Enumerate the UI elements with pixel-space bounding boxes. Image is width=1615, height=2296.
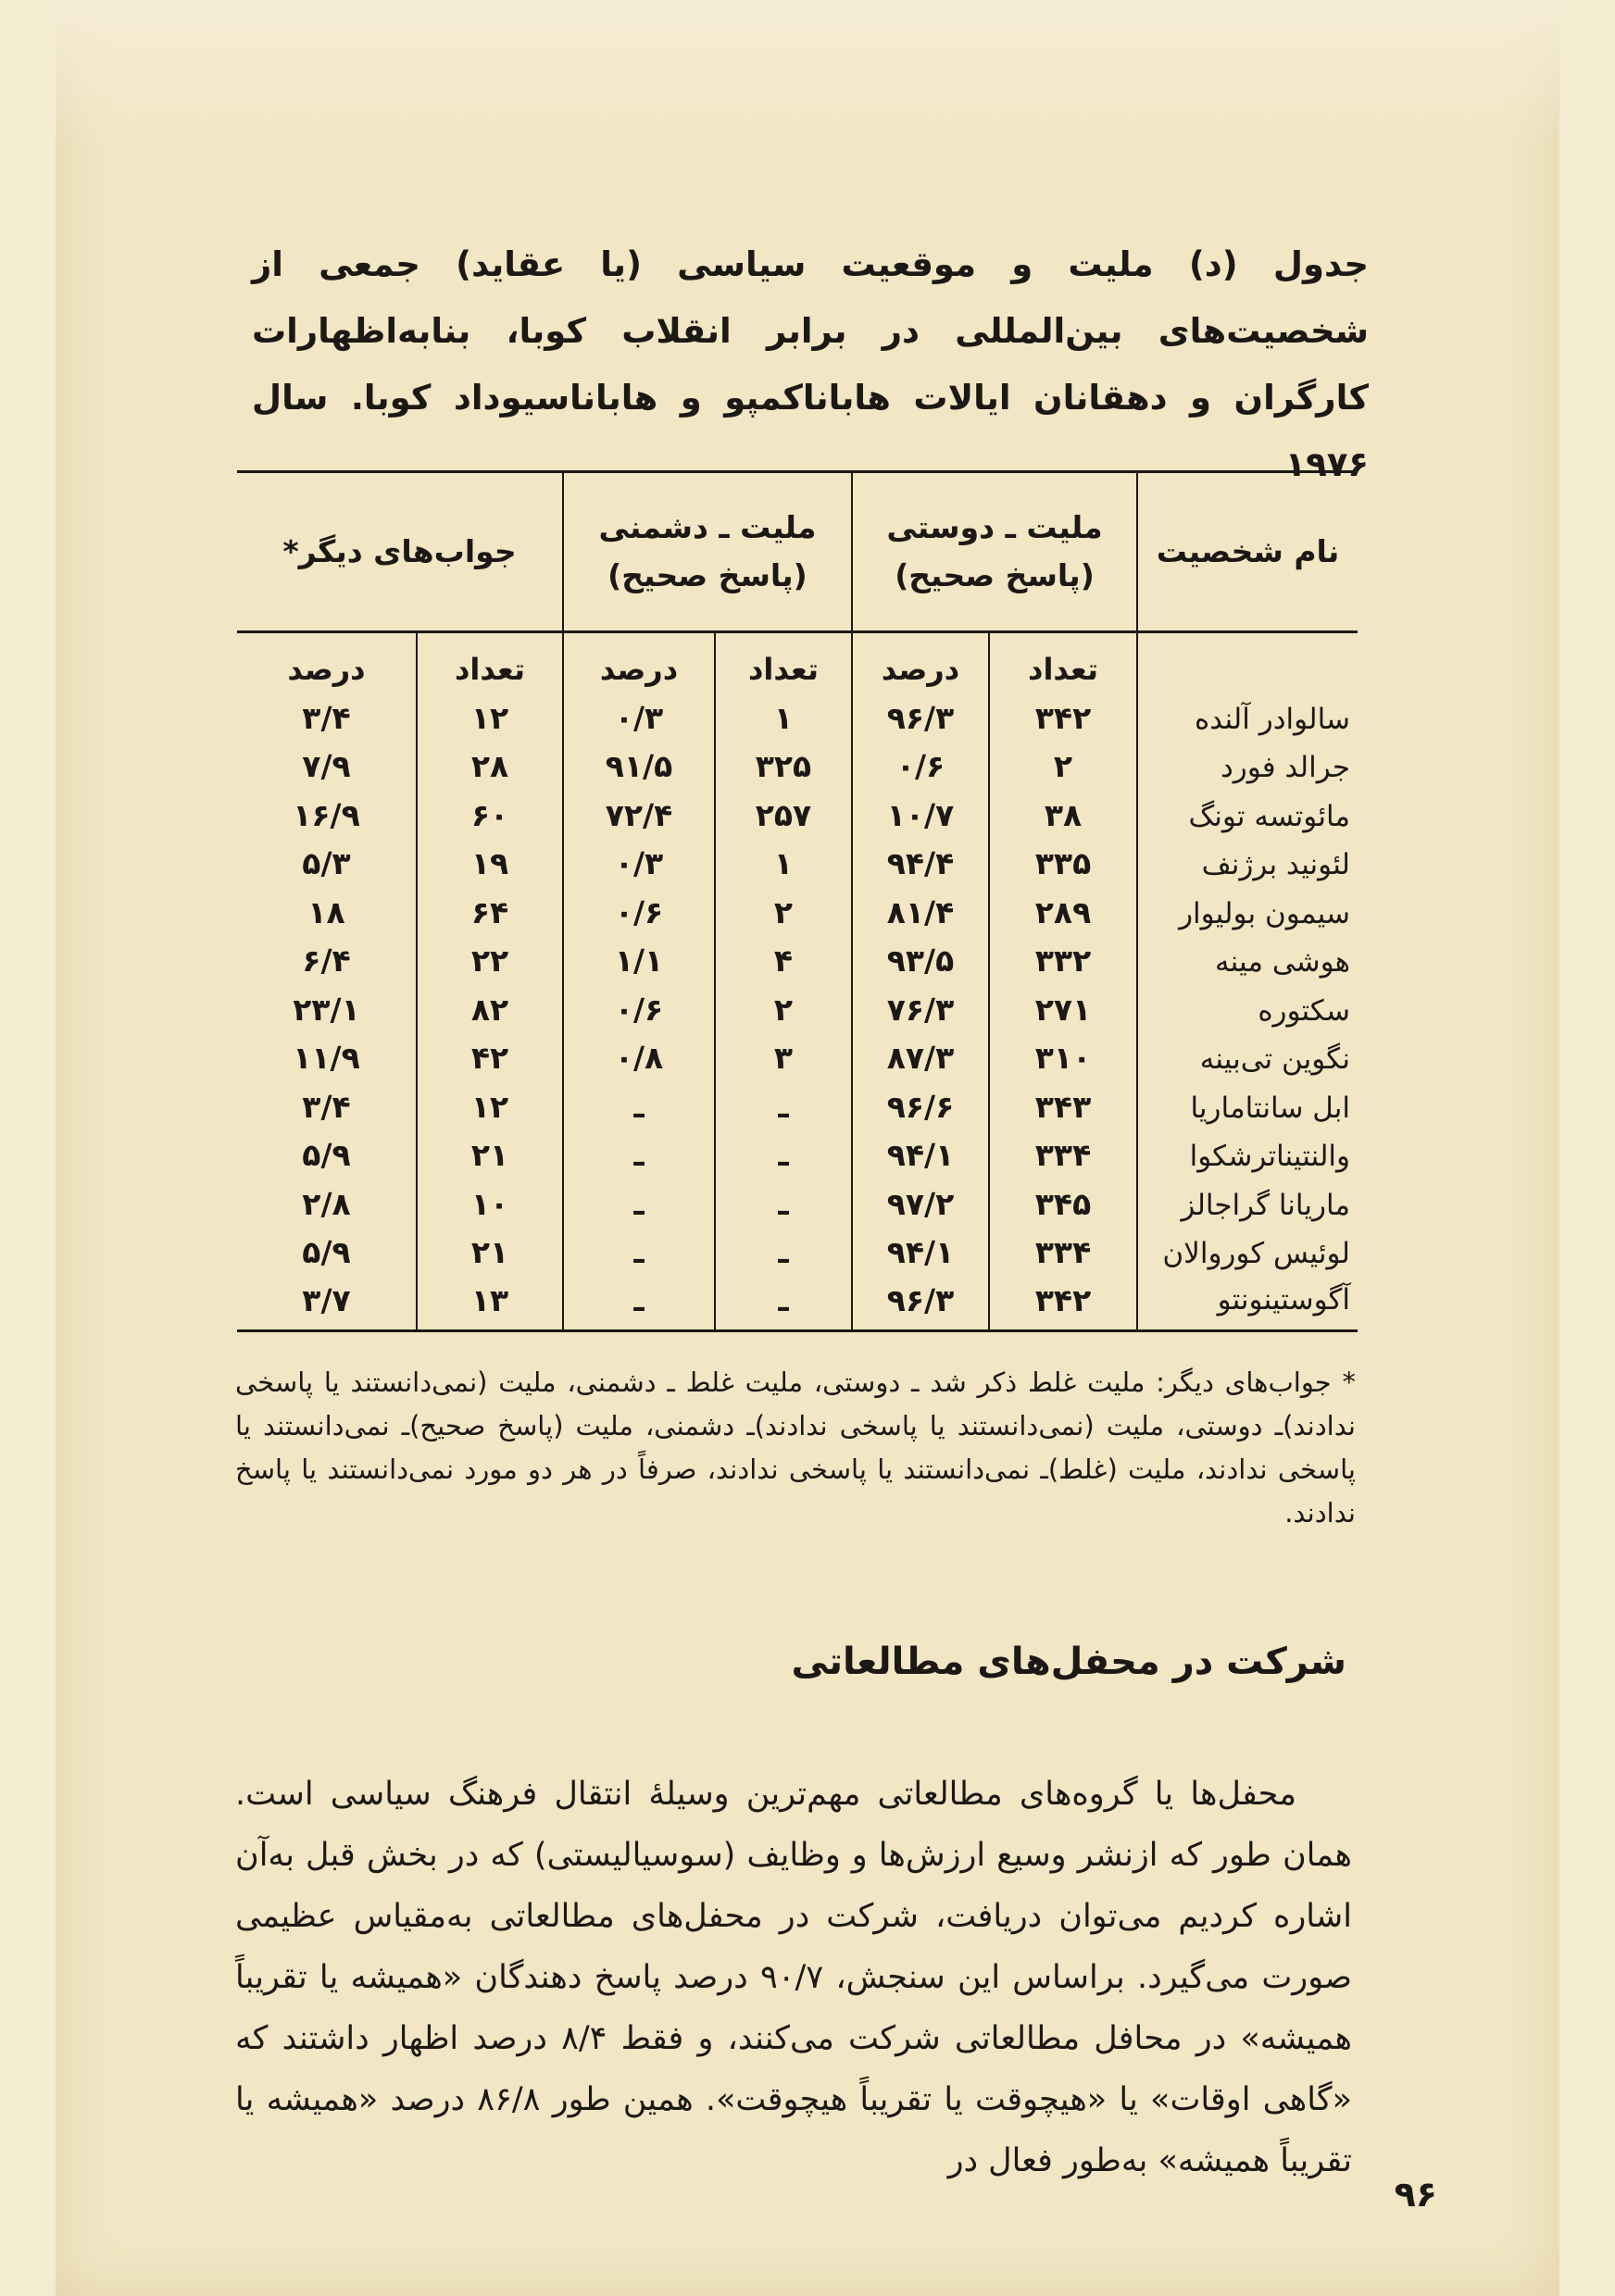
header-friend: ملیت ـ دوستی (پاسخ صحیح) <box>852 472 1137 632</box>
table-row <box>237 979 1358 1028</box>
cell-name: ماریانا گراجالز <box>1181 1188 1350 1222</box>
cell-other-percent: ۳/۴ <box>237 687 417 736</box>
personalities-table <box>237 470 1358 1332</box>
cell-enemy-percent: ـ <box>563 1222 715 1271</box>
table-row <box>237 833 1358 882</box>
cell-friend-percent: ۹۶/۳ <box>852 1270 989 1331</box>
cell-enemy-count: ۴ <box>715 930 852 980</box>
cell-other-percent: ۵/۹ <box>237 1125 417 1174</box>
cell-enemy-count: ـ <box>715 1076 852 1125</box>
cell-name: لوئیس کوروالان <box>1162 1237 1350 1270</box>
table-row <box>237 930 1358 980</box>
cell-other-count: ۴۲ <box>417 1028 563 1077</box>
cell-name: جرالد فورد <box>1220 751 1350 784</box>
cell-friend-percent: ۹۷/۲ <box>852 1173 989 1222</box>
cell-enemy-count: ـ <box>715 1222 852 1271</box>
table-row <box>237 736 1358 785</box>
cell-other-percent: ۳/۷ <box>237 1270 417 1331</box>
cell-enemy-count: ۱ <box>715 687 852 736</box>
cell-name: لئونید برژنف <box>1201 848 1350 881</box>
subheader-enemy-percent: درصد <box>563 632 715 688</box>
subheader-enemy-count: تعداد <box>715 632 852 688</box>
cell-other-count: ۶۰ <box>417 784 563 833</box>
cell-name: سیمون بولیوار <box>1179 896 1350 930</box>
cell-other-count: ۱۹ <box>417 833 563 882</box>
cell-friend-count: ۳۴۳ <box>989 1076 1137 1125</box>
cell-name: هوشی مینه <box>1215 945 1350 979</box>
header-name: نام شخصیت <box>1137 472 1358 632</box>
subheader-friend-percent: درصد <box>852 632 989 688</box>
paper-shading <box>56 0 1559 148</box>
cell-friend-count: ۳۳۵ <box>989 833 1137 882</box>
cell-friend-percent: ۱۰/۷ <box>852 784 989 833</box>
cell-friend-percent: ۸۱/۴ <box>852 881 989 930</box>
table-row <box>237 1076 1358 1125</box>
body-paragraph: محفل‌ها یا گروه‌های مطالعاتی مهم‌ترین وسیلهٔ انتقال فرهنگ سیاسی است. همان طور که ازنشر وسیع ارزش‌ها و وظایف (سوسیالیستی) که در بخش قبل به‌آن اشاره کردیم می‌توان دریافت، شرکت در محفل‌های مطالعاتی به‌مقیاس عظیمی صورت می‌گیرد. براساس این سنجش، ۹۰/۷ درصد پاسخ دهندگان «همیشه یا تقریباً همیشه» در محافل مطالعاتی شرکت می‌کنند، و فقط ۸/۴ درصد اظهار داشتند که «گاهی اوقات» یا «هیچوقت یا تقریباً هیچوقت». همین طور ۸۶/۸ درصد «همیشه یا تقریباً همیشه» به‌طور فعال در <box>235 1776 1352 2179</box>
cell-other-percent: ۲/۸ <box>237 1173 417 1222</box>
cell-enemy-count: ۲ <box>715 881 852 930</box>
table-row <box>237 784 1358 833</box>
cell-friend-count: ۳۸ <box>989 784 1137 833</box>
cell-enemy-percent: ۰/۶ <box>563 979 715 1028</box>
cell-other-percent: ۶/۴ <box>237 930 417 980</box>
cell-enemy-percent: ۰/۳ <box>563 687 715 736</box>
cell-friend-count: ۲ <box>989 736 1137 785</box>
cell-friend-percent: ۹۴/۱ <box>852 1125 989 1174</box>
cell-other-percent: ۷/۹ <box>237 736 417 785</box>
cell-other-count: ۶۴ <box>417 881 563 930</box>
cell-friend-percent: ۹۶/۶ <box>852 1076 989 1125</box>
cell-friend-percent: ۹۴/۱ <box>852 1222 989 1271</box>
cell-friend-count: ۳۳۴ <box>989 1125 1137 1174</box>
cell-enemy-count: ۳۲۵ <box>715 736 852 785</box>
table-row <box>237 687 1358 736</box>
cell-other-percent: ۱۶/۹ <box>237 784 417 833</box>
cell-other-count: ۲۲ <box>417 930 563 980</box>
cell-enemy-percent: ۰/۸ <box>563 1028 715 1077</box>
cell-other-percent: ۱۸ <box>237 881 417 930</box>
table-caption: جدول (د) ملیت و موقعیت سیاسی (یا عقاید) جمعی از شخصیت‌های بین‌المللی در برابر انقلاب کوبا، بنابه‌اظهارات کارگران و دهقانان ایالات هاباناکمپو و هاباناسیوداد کوبا. سال ۱۹۷۶ <box>252 244 1369 484</box>
subheader-other-percent: درصد <box>237 632 417 688</box>
cell-friend-count: ۳۳۲ <box>989 930 1137 980</box>
header-enemy: ملیت ـ دشمنی (پاسخ صحیح) <box>563 472 852 632</box>
cell-friend-percent: ۰/۶ <box>852 736 989 785</box>
cell-friend-percent: ۹۶/۳ <box>852 687 989 736</box>
cell-other-percent: ۱۱/۹ <box>237 1028 417 1077</box>
cell-friend-count: ۳۳۴ <box>989 1222 1137 1271</box>
page-number: ۹۶ <box>1394 2174 1437 2215</box>
cell-name: نگوین تی‌بینه <box>1199 1042 1350 1076</box>
cell-other-count: ۱۲ <box>417 687 563 736</box>
cell-friend-percent: ۹۳/۵ <box>852 930 989 980</box>
subheader-other-count: تعداد <box>417 632 563 688</box>
cell-other-percent: ۲۳/۱ <box>237 979 417 1028</box>
header-other: جواب‌های دیگر* <box>237 472 563 632</box>
cell-other-count: ۲۱ <box>417 1125 563 1174</box>
cell-other-count: ۲۱ <box>417 1222 563 1271</box>
cell-enemy-count: ۲ <box>715 979 852 1028</box>
cell-friend-count: ۲۷۱ <box>989 979 1137 1028</box>
cell-friend-count: ۳۴۵ <box>989 1173 1137 1222</box>
cell-enemy-percent: ـ <box>563 1125 715 1174</box>
subheader-blank <box>1137 632 1358 688</box>
table-row <box>237 1028 1358 1077</box>
cell-friend-percent: ۸۷/۳ <box>852 1028 989 1077</box>
cell-other-count: ۸۲ <box>417 979 563 1028</box>
cell-enemy-percent: ۹۱/۵ <box>563 736 715 785</box>
cell-enemy-count: ۳ <box>715 1028 852 1077</box>
cell-enemy-count: ۲۵۷ <box>715 784 852 833</box>
cell-name: سکتوره <box>1258 993 1350 1028</box>
cell-enemy-percent: ۰/۳ <box>563 833 715 882</box>
cell-friend-count: ۳۴۲ <box>989 1270 1137 1331</box>
cell-enemy-count: ـ <box>715 1270 852 1331</box>
cell-name: والنتیناترشکوا <box>1189 1140 1350 1173</box>
table-row <box>237 1270 1358 1331</box>
cell-friend-percent: ۹۴/۴ <box>852 833 989 882</box>
body-text <box>235 1764 1352 2191</box>
cell-friend-count: ۳۱۰ <box>989 1028 1137 1077</box>
cell-enemy-percent: ۰/۶ <box>563 881 715 930</box>
cell-enemy-percent: ـ <box>563 1076 715 1125</box>
cell-other-count: ۲۸ <box>417 736 563 785</box>
table-row <box>237 881 1358 930</box>
section-title: شرکت در محفل‌های مطالعاتی <box>791 1641 1346 1683</box>
table-row <box>237 1173 1358 1222</box>
subheader-friend-count: تعداد <box>989 632 1137 688</box>
cell-enemy-percent: ـ <box>563 1173 715 1222</box>
cell-other-percent: ۵/۳ <box>237 833 417 882</box>
cell-other-count: ۱۳ <box>417 1270 563 1331</box>
cell-other-count: ۱۰ <box>417 1173 563 1222</box>
cell-friend-count: ۲۸۹ <box>989 881 1137 930</box>
cell-enemy-percent: ـ <box>563 1270 715 1331</box>
cell-enemy-percent: ۷۲/۴ <box>563 784 715 833</box>
cell-enemy-count: ۱ <box>715 833 852 882</box>
cell-enemy-count: ـ <box>715 1173 852 1222</box>
cell-name: سالوادر آلنده <box>1194 702 1350 736</box>
cell-other-percent: ۳/۴ <box>237 1076 417 1125</box>
cell-enemy-count: ـ <box>715 1125 852 1174</box>
cell-name: آگوستینونتو <box>1137 1270 1358 1331</box>
cell-name: ابل سانتاماریا <box>1190 1091 1350 1125</box>
table-footnote: * جواب‌های دیگر: ملیت غلط ذکر شد ـ دوستی، ملیت غلط ـ دشمنی، ملیت (نمی‌دانستند یا پاسخی ندادند)ـ دوستی، ملیت (نمی‌دانستند یا پاسخی ندادند)ـ دشمنی، ملیت (پاسخ صحیح)ـ نمی‌دانستند یا پاسخی ندادند، ملیت (غلط)ـ نمی‌دانستند یا پاسخی ندادند، صرفاً در هر دو مورد نمی‌دانستند یا پاسخ ندادند. <box>235 1366 1356 1529</box>
cell-name: مائوتسه تونگ <box>1188 799 1350 833</box>
cell-friend-percent: ۷۶/۳ <box>852 979 989 1028</box>
table-row <box>237 1222 1358 1271</box>
cell-other-count: ۱۲ <box>417 1076 563 1125</box>
cell-enemy-percent: ۱/۱ <box>563 930 715 980</box>
data-table <box>237 470 1358 1332</box>
table-row <box>237 1125 1358 1174</box>
cell-friend-count: ۳۴۲ <box>989 687 1137 736</box>
table-body <box>237 687 1358 1331</box>
cell-other-percent: ۵/۹ <box>237 1222 417 1271</box>
